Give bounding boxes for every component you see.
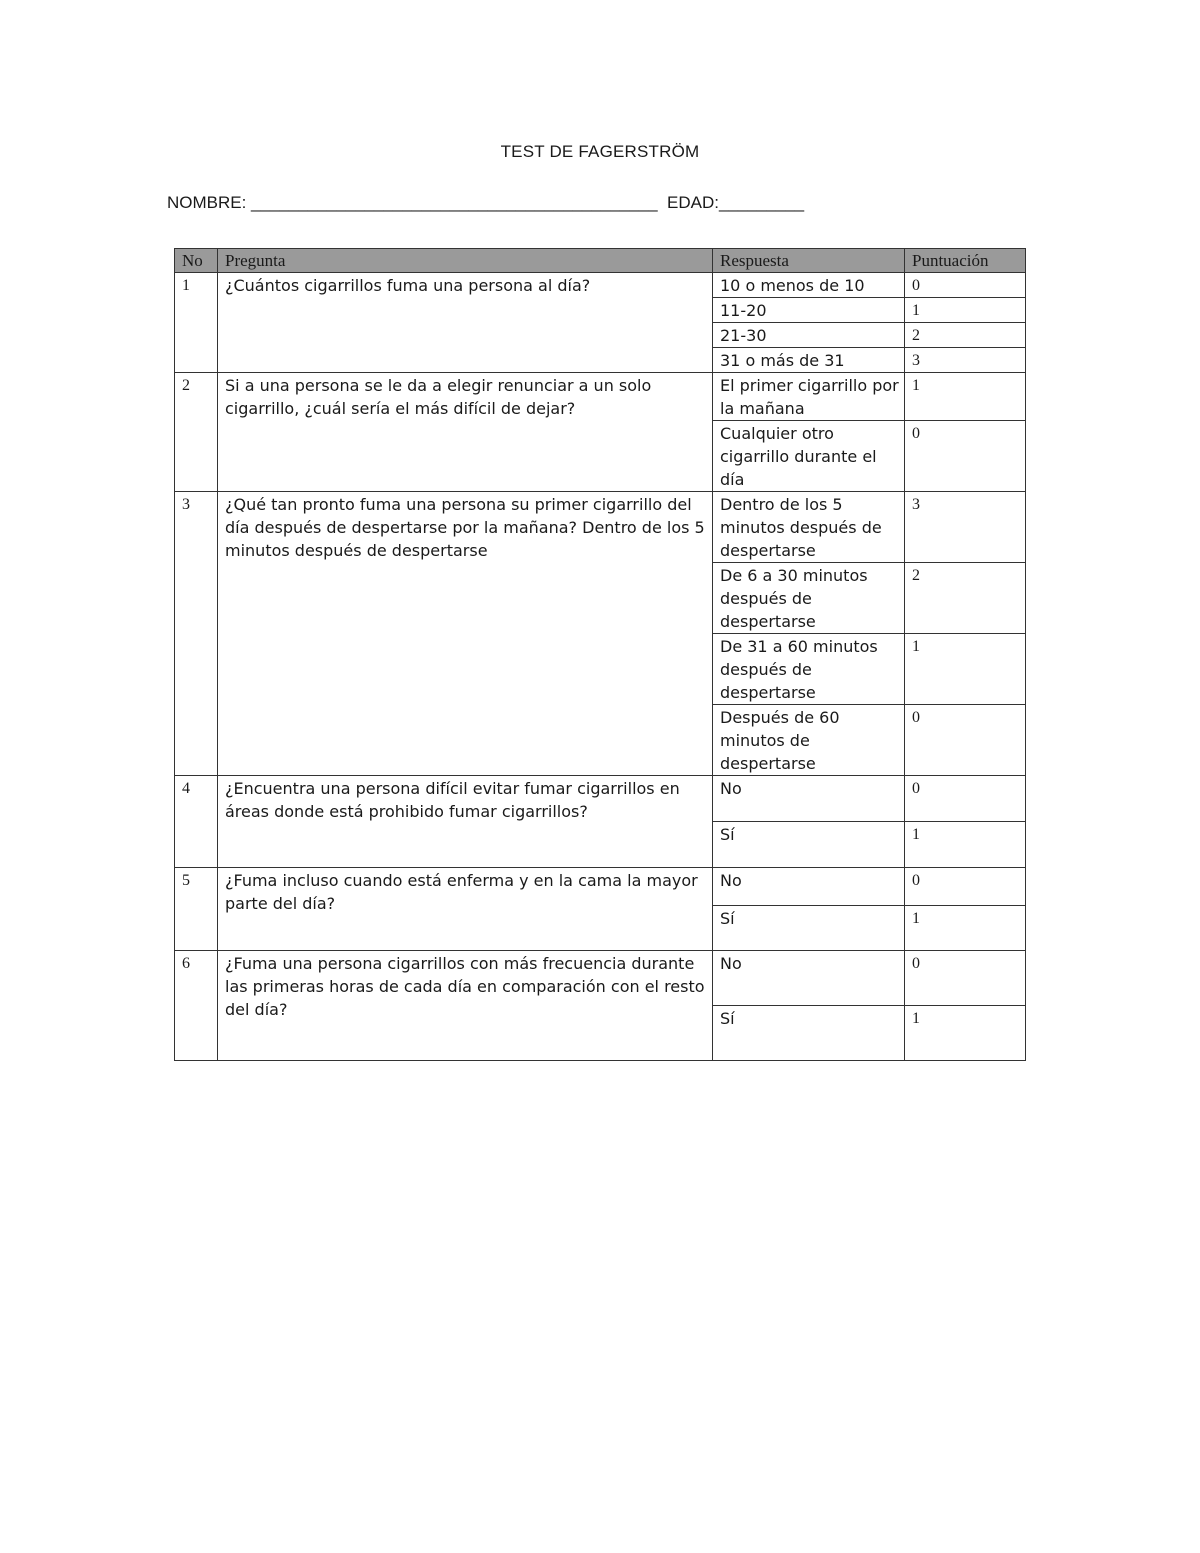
answer-score: 0 [905,951,1026,1006]
answer-score: 0 [905,776,1026,822]
table-row [175,273,1026,298]
answer-text: Sí [713,822,905,868]
table-row [175,868,1026,906]
answer-score: 1 [905,373,1026,421]
answer-text: Después de 60 minutos de despertarse [713,705,905,776]
question-number: 2 [175,373,218,492]
question-number: 6 [175,951,218,1061]
header-answer: Respuesta [713,249,905,273]
table-row [175,776,1026,822]
answer-text: Sí [713,906,905,951]
question-number: 1 [175,273,218,373]
name-age-fields: NOMBRE: ___________________________________________ EDAD:_________ [167,193,805,212]
answer-text: No [713,868,905,906]
answer-score: 3 [905,492,1026,563]
answer-text: 31 o más de 31 [713,348,905,373]
answer-text: 10 o menos de 10 [713,273,905,298]
question-text: ¿Qué tan pronto fuma una persona su primer cigarrillo del día después de despertarse por la mañana? Dentro de los 5 minutos después de despertarse [218,492,713,776]
answer-text: No [713,776,905,822]
fagerstrom-table [174,248,1026,1061]
table-row [175,492,1026,563]
question-number: 4 [175,776,218,868]
answer-score: 0 [905,273,1026,298]
answer-score: 1 [905,1006,1026,1061]
answer-score: 3 [905,348,1026,373]
question-text: ¿Cuántos cigarrillos fuma una persona al día? [218,273,713,373]
answer-score: 0 [905,868,1026,906]
answer-text: Sí [713,1006,905,1061]
question-text: ¿Fuma incluso cuando está enferma y en la cama la mayor parte del día? [218,868,713,951]
question-number: 5 [175,868,218,951]
answer-text: Cualquier otro cigarrillo durante el día [713,421,905,492]
table-row [175,951,1026,1006]
answer-score: 1 [905,822,1026,868]
answer-score: 1 [905,906,1026,951]
answer-score: 2 [905,323,1026,348]
question-text: ¿Fuma una persona cigarrillos con más frecuencia durante las primeras horas de cada día en comparación con el resto del día? [218,951,713,1061]
header-no: No [175,249,218,273]
answer-score: 0 [905,705,1026,776]
header-question: Pregunta [218,249,713,273]
answer-text: De 31 a 60 minutos después de despertarse [713,634,905,705]
answer-score: 2 [905,563,1026,634]
answer-score: 1 [905,298,1026,323]
answer-text: 21-30 [713,323,905,348]
answer-text: De 6 a 30 minutos después de despertarse [713,563,905,634]
table-row [175,373,1026,421]
question-number: 3 [175,492,218,776]
document-title: TEST DE FAGERSTRÖM [500,142,700,161]
table-header-row [175,249,1026,273]
answer-score: 1 [905,634,1026,705]
question-text: Si a una persona se le da a elegir renunciar a un solo cigarrillo, ¿cuál sería el más difícil de dejar? [218,373,713,492]
answer-text: 11-20 [713,298,905,323]
answer-text: Dentro de los 5 minutos después de despertarse [713,492,905,563]
answer-text: El primer cigarrillo por la mañana [713,373,905,421]
answer-text: No [713,951,905,1006]
answer-score: 0 [905,421,1026,492]
header-score: Puntuación [905,249,1026,273]
question-text: ¿Encuentra una persona difícil evitar fumar cigarrillos en áreas donde está prohibido fumar cigarrillos? [218,776,713,868]
